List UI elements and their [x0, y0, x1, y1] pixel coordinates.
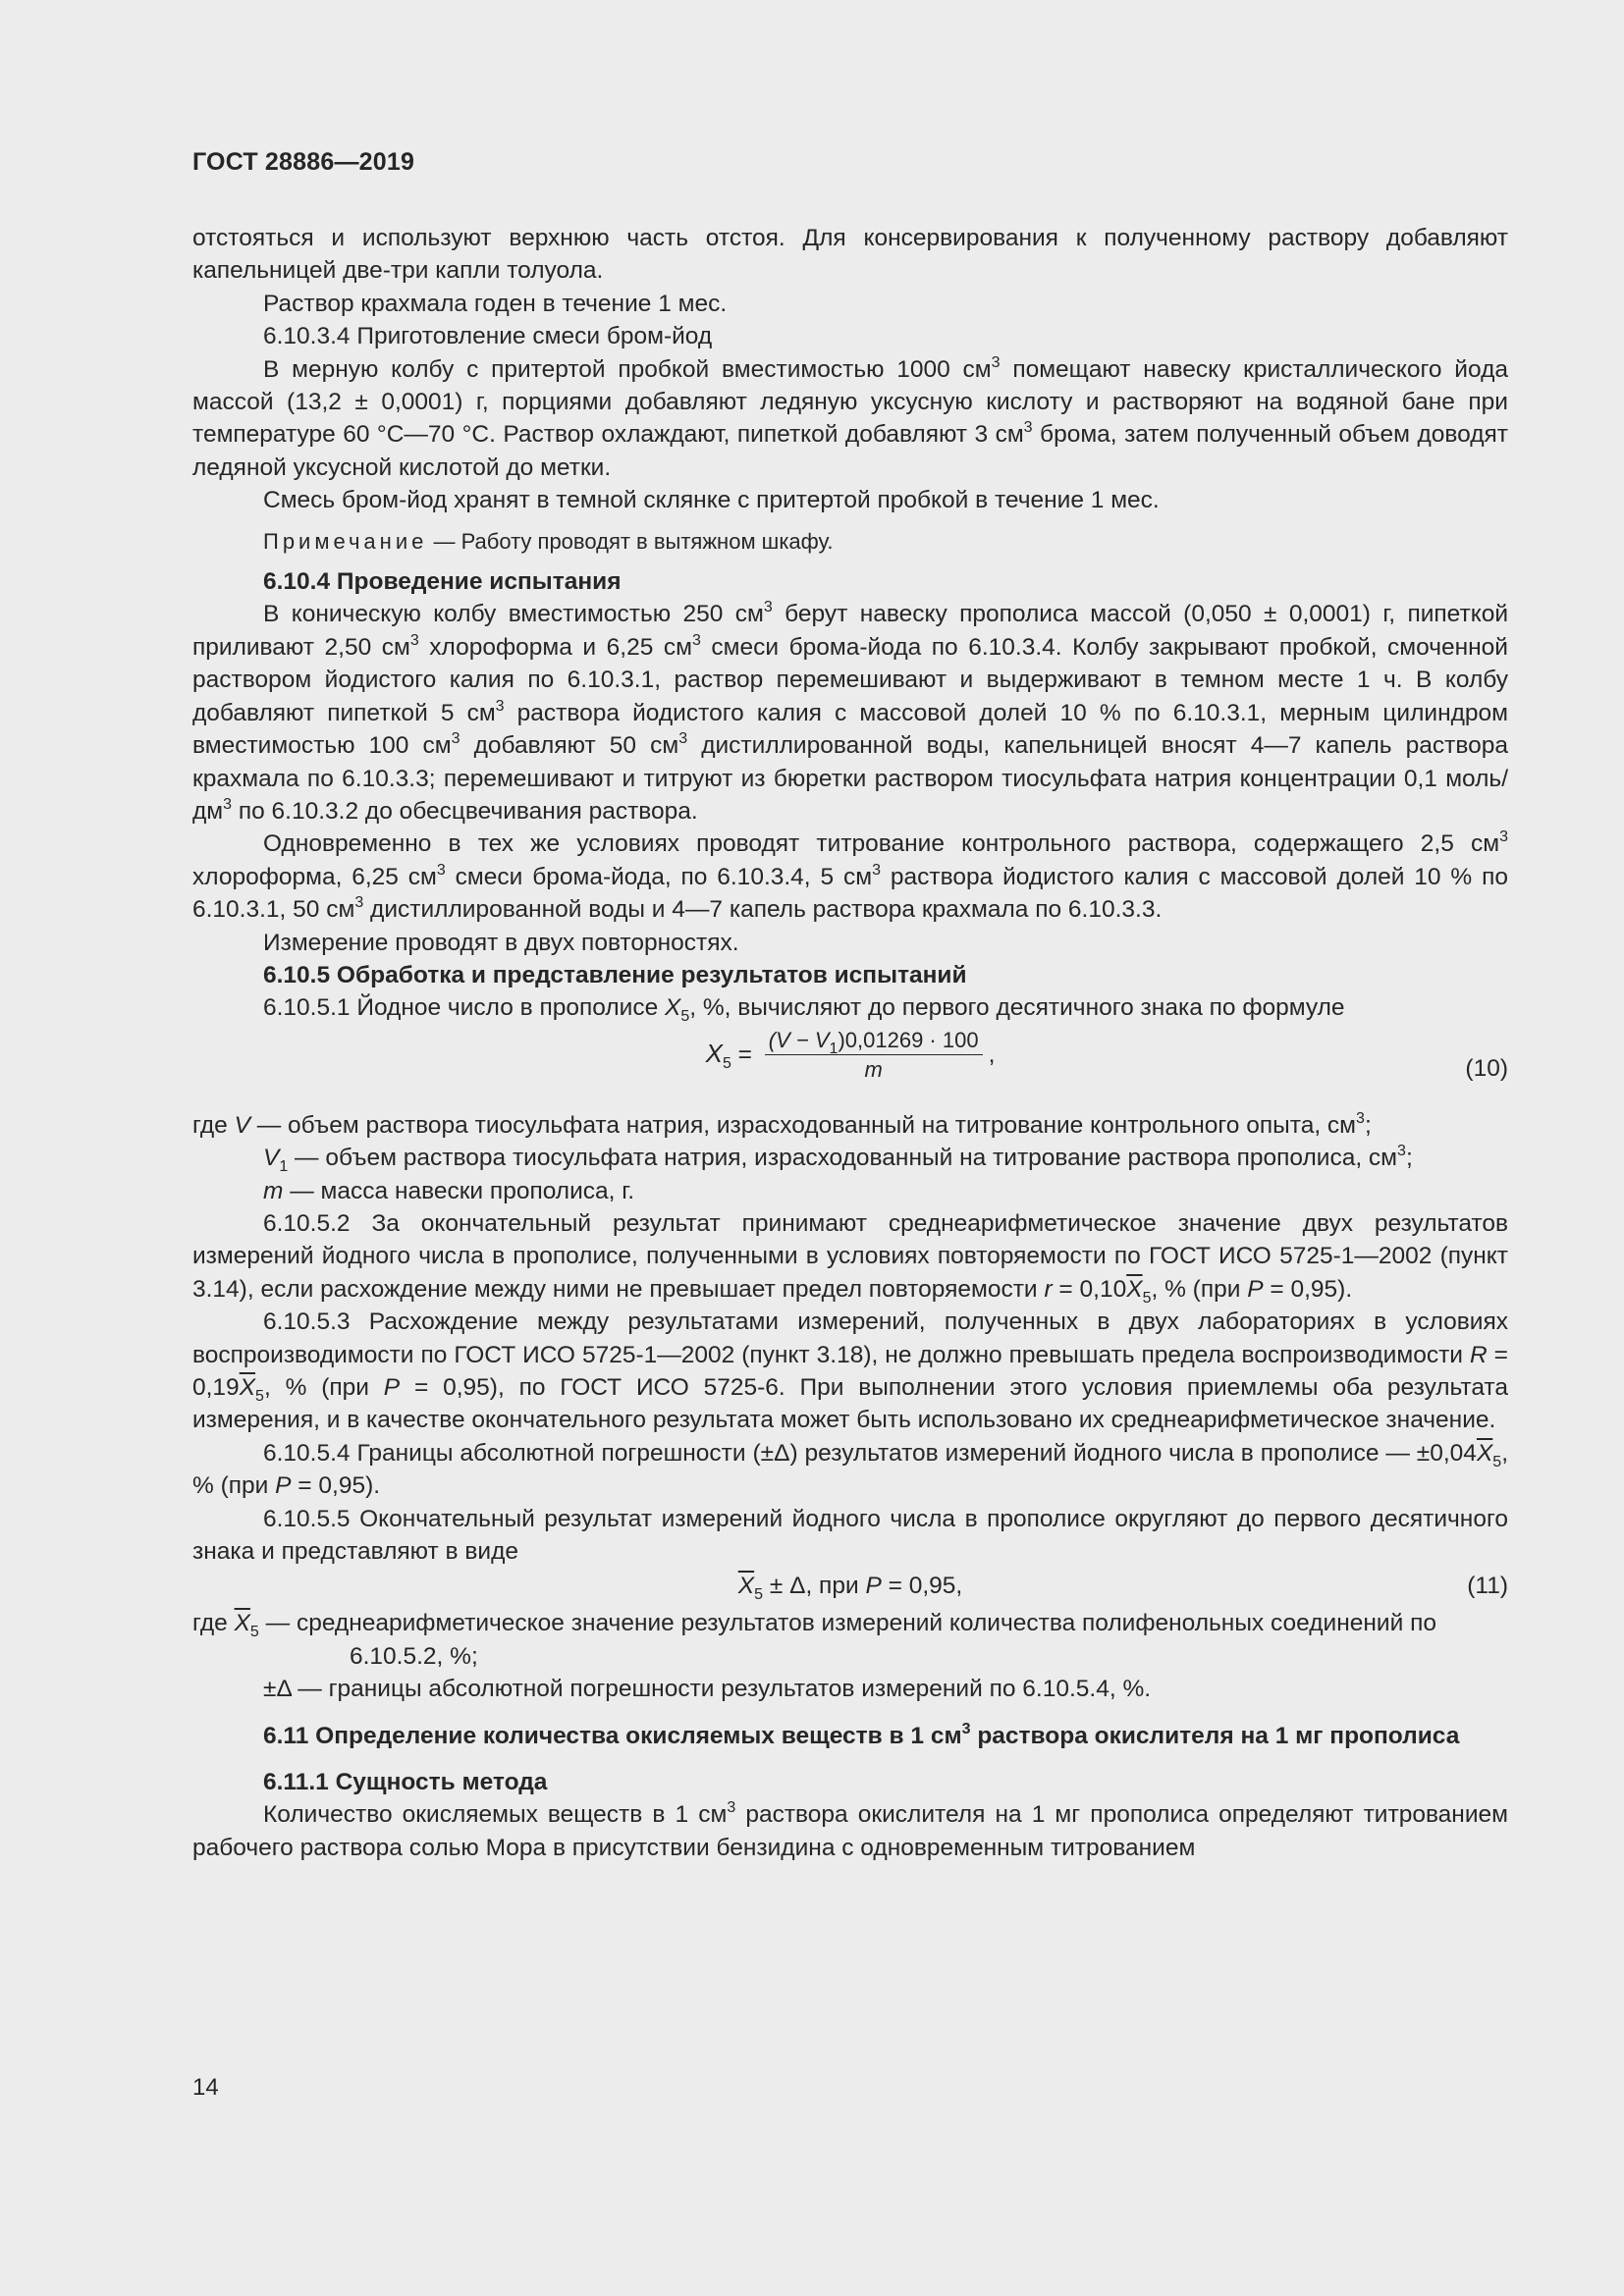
paragraph-brom-iod-prep: В мерную колбу с притертой пробкой вместимостью 1000 $см^3$ помещают навеску кристаллического йода массой (13,2 ± 0,0001) г, порциями добавляют ледяную уксусную кислоту и растворяют на водяной бане при температуре 60 °С—70 °С. Раствор охлаждают, пипеткой добавляют 3 $см^3$ брома, затем полученный объем доводят ледяной уксусной кислотой до метки.	[192, 353, 1508, 481]
formula-10	[192, 1025, 1508, 1109]
paragraph-control-titration: Одновременно в тех же условиях проводят титрование контрольного раствора, содержащего 2,5 $см^3$ хлороформа, 6,25 $см^3$ смеси брома-йода, по 6.10.3.4, 5 $см^3$ раствора йодистого калия с массовой долей 10 % по 6.10.3.1, 50 $см^3$ дистиллированной воды и 4—7 капель раствора крахмала по 6.10.3.3.	[192, 828, 1508, 924]
paragraph-6-10-5-5: 6.10.5.5 Окончательный результат измерений йодного числа в прополисе округляют до первого десятичного знака и представляют в виде	[192, 1505, 1508, 1566]
formula-11	[192, 1568, 1508, 1607]
document-code-header: ГОСТ 28886—2019	[192, 148, 415, 176]
paragraph-6-10-5-3: 6.10.5.3 Расхождение между результатами измерений, полученных в двух лабораториях в условиях воспроизводимости по ГОСТ ИСО 5725-1—2002 (пункт 3.18), не должно превышать предела воспроизводимости $R = 0,19\overline{X}_5$, % (при P = 0,95), по ГОСТ ИСО 5725-6. При выполнении этого условия приемлемы оба результата измерения, и в качестве окончательного результата может быть использовано их среднеарифметическое значение.	[192, 1308, 1509, 1434]
formula-10-number: (10)	[1465, 1054, 1508, 1082]
heading-6-10-4: 6.10.4 Проведение испытания	[263, 568, 622, 596]
paragraph-6-10-5-1: 6.10.5.1 Йодное число в прополисе $X_5$, %, вычисляют до первого десятичного знака по формуле	[263, 994, 1345, 1026]
formula-11-expression: $\overline{X}_5 \pm \Delta$, при P = 0,95,	[737, 1573, 963, 1604]
note	[192, 525, 1508, 558]
page-number: 14	[192, 2074, 219, 2101]
heading-6-10-5: 6.10.5 Обработка и представление результатов испытаний	[263, 961, 967, 988]
formula-10-fraction: $\frac{(V - V_1)0,01269 \cdot 100}{m}$	[765, 1027, 983, 1085]
paragraph-6-10-5-4: 6.10.5.4 Границы абсолютной погрешности (±Δ) результатов измерений йодного числа в прополисе — $\pm 0,04\overline{X}_5$, % (при P = 0,95).	[192, 1439, 1508, 1500]
paragraph-continuation: отстояться и используют верхнюю часть отстоя. Для консервирования к полученному раствору добавляют капельницей две-три капли толуола.	[192, 225, 1508, 285]
where-delta: ±Δ — границы абсолютной погрешности результатов измерений по 6.10.5.4, %.	[263, 1676, 1152, 1703]
heading-6-11-1: 6.11.1 Сущность метода	[263, 1769, 548, 1796]
paragraph-starch-validity: Раствор крахмала годен в течение 1 мес.	[263, 290, 728, 317]
heading-6-11: 6.11 Определение количества окисляемых веществ в 1 $см^3$ раствора окислителя на 1 мг прополиса	[263, 1720, 1460, 1749]
paragraph-repetitions: Измерение проводят в двух повторностях.	[263, 929, 739, 956]
where-V1: $V_1$ — объем раствора тиосульфата натрия, израсходованный на титрование раствора прополиса, $см^3$;	[263, 1143, 1413, 1176]
where-X5: где $\overline{X}_5$ — среднеарифметическое значение результатов измерений количества полифенольных соединений по 6.10.5.2, %;	[192, 1610, 1436, 1670]
formula-10-expression: $X_5$ = $\frac{(V - V_1)0,01269 \cdot 100}{m}$ ,	[192, 1027, 1508, 1085]
paragraph-method-essence: Количество окисляемых веществ в 1 $см^3$ раствора окислителя на 1 мг прополиса определяют титрованием рабочего раствора солью Мора в присутствии бензидина с одновременным титрованием	[192, 1799, 1508, 1861]
paragraph-6-10-5-2: 6.10.5.2 За окончательный результат принимают среднеарифметическое значение двух результатов измерений йодного числа в прополисе, полученными в условиях повторяемости по ГОСТ ИСО 5725-1—2002 (пункт 3.14), если расхождение между ними не превышает предел повторяемости $r = 0,10\overline{X}_5$, % (при P = 0,95).	[192, 1209, 1508, 1307]
note-text: — Работу проводят в вытяжном шкафу.	[427, 528, 834, 554]
note-label: Примечание	[263, 528, 428, 554]
paragraph-test-procedure: В коническую колбу вместимостью 250 $см^3$ берут навеску прополиса массой (0,050 ± 0,0001) г, пипеткой приливают 2,50 $см^3$ хлороформа и 6,25 $см^3$ смеси брома-йода по 6.10.3.4. Колбу закрывают пробкой, смоченной раствором йодистого калия по 6.10.3.1, раствор перемешивают и выдерживают в темном месте 1 ч. В колбу добавляют пипеткой 5 $см^3$ раствора йодистого калия с массовой долей 10 % по 6.10.3.1, мерным цилиндром вместимостью 100 $см^3$ добавляют 50 $см^3$ дистиллированной воды, капельницей вносят 4—7 капель раствора крахмала по 6.10.3.3; перемешивают и титруют из бюретки раствором тиосульфата натрия концентрации 0,1 моль/$дм^3$ по 6.10.3.2 до обесцвечивания раствора.	[192, 599, 1509, 825]
body-text	[192, 222, 1508, 1864]
where-V: где V — объем раствора тиосульфата натрия, израсходованный на титрование контрольного опыта, $см^3$;	[192, 1109, 1372, 1139]
where-m: m — масса навески прополиса, г.	[263, 1177, 635, 1204]
paragraph-storage: Смесь бром-йод хранят в темной склянке с притертой пробкой в течение 1 мес.	[263, 487, 1160, 514]
subsection-6-10-3-4: 6.10.3.4 Приготовление смеси бром-йод	[263, 323, 713, 350]
formula-11-number: (11)	[1467, 1573, 1508, 1600]
